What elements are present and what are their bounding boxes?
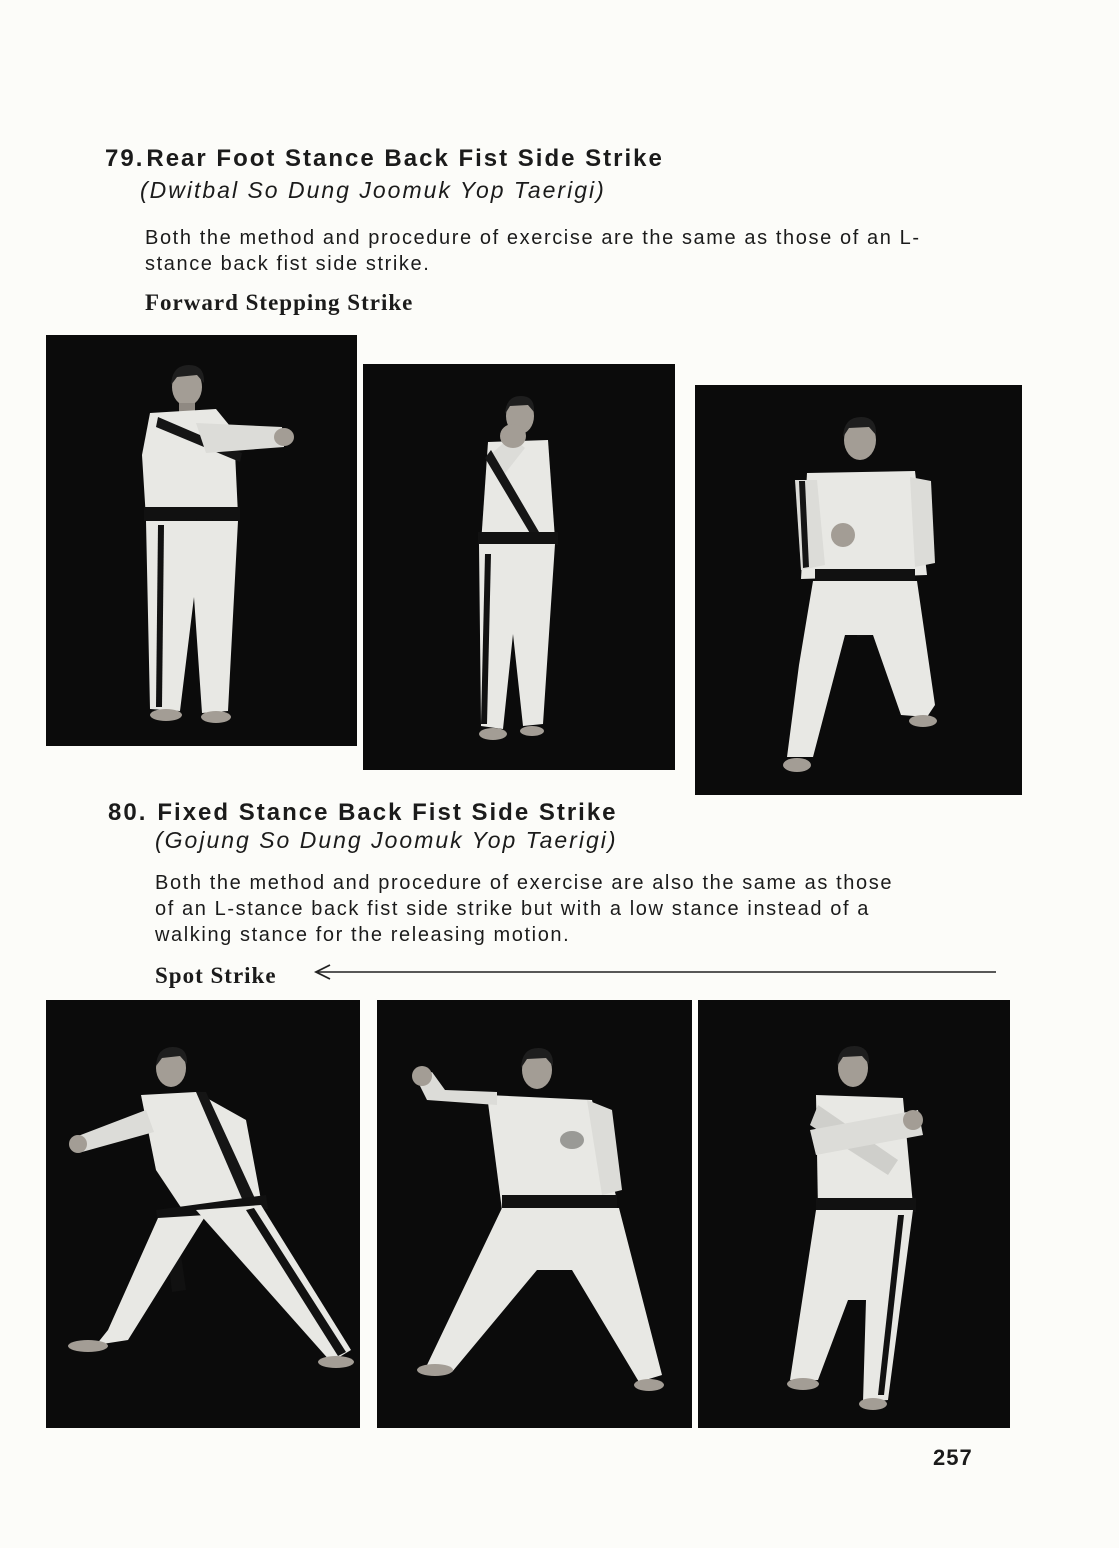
foot [520, 726, 544, 736]
section-79-description [145, 225, 921, 277]
martial-artist-figure [478, 396, 558, 740]
spot-strike-label: Spot Strike [155, 963, 277, 988]
section-79-subtitle: (Dwitbal So Dung Joomuk Yop Taerigi) [140, 177, 606, 203]
martial-artist-figure [68, 1047, 354, 1368]
foot [150, 709, 182, 721]
martial-artist-figure [412, 1048, 664, 1391]
photo-image [46, 335, 357, 746]
foot [68, 1340, 108, 1352]
description-line: stance back fist side strike. [145, 253, 431, 275]
foot [318, 1356, 354, 1368]
foot [783, 758, 811, 772]
photo-image [46, 1000, 360, 1428]
belt [815, 569, 915, 583]
foot [479, 728, 507, 740]
uniform-pants [787, 581, 935, 757]
section-number: 80. [108, 799, 148, 826]
section-title: Fixed Stance Back Fist Side Strike [157, 799, 618, 826]
arm [78, 1110, 154, 1152]
photo-spot-strike-3 [698, 1000, 1010, 1428]
martial-artist-figure [783, 417, 937, 772]
arm [196, 423, 284, 453]
fist [831, 523, 855, 547]
description-line: Both the method and procedure of exercise are also the same as those [155, 872, 894, 894]
uniform-pants [96, 1215, 206, 1345]
photo-image [695, 385, 1022, 795]
belt [816, 1198, 916, 1212]
belt [478, 532, 558, 545]
photo-image [698, 1000, 1010, 1428]
uniform-pants [790, 1210, 913, 1402]
left-arrow-icon [310, 962, 998, 982]
page-number: 257 [933, 1445, 973, 1470]
foot [417, 1364, 453, 1376]
photo-forward-step-3 [695, 385, 1022, 795]
photo-image [363, 364, 675, 770]
section-number: 79. [105, 145, 145, 172]
fist [274, 428, 294, 446]
martial-artist-figure [787, 1046, 923, 1410]
fist [412, 1066, 432, 1086]
forward-stepping-strike-label: Forward Stepping Strike [145, 290, 414, 315]
belt [144, 507, 240, 521]
section-79-heading [105, 145, 664, 173]
fist [69, 1135, 87, 1153]
foot [201, 711, 231, 723]
section-80-heading [108, 799, 618, 827]
fist [903, 1110, 923, 1130]
photo-image [377, 1000, 692, 1428]
photo-spot-strike-1 [46, 1000, 360, 1428]
section-title: Rear Foot Stance Back Fist Side Strike [146, 145, 664, 172]
uniform-patch [560, 1131, 584, 1149]
uniform-pants [427, 1208, 662, 1382]
photo-forward-step-2 [363, 364, 675, 770]
fist [500, 424, 526, 448]
description-line: walking stance for the releasing motion. [155, 924, 571, 946]
section-80-subtitle: (Gojung So Dung Joomuk Yop Taerigi) [155, 827, 618, 853]
belt [502, 1195, 617, 1210]
photo-spot-strike-2 [377, 1000, 692, 1428]
martial-artist-figure [142, 365, 294, 723]
foot [859, 1398, 887, 1410]
foot [787, 1378, 819, 1390]
section-80-description [155, 870, 893, 948]
description-line: Both the method and procedure of exercise are the same as those of an L- [145, 227, 921, 249]
foot [909, 715, 937, 727]
photo-forward-step-1 [46, 335, 357, 746]
foot [634, 1379, 664, 1391]
description-line: of an L-stance back fist side strike but with a low stance instead of a [155, 898, 871, 920]
